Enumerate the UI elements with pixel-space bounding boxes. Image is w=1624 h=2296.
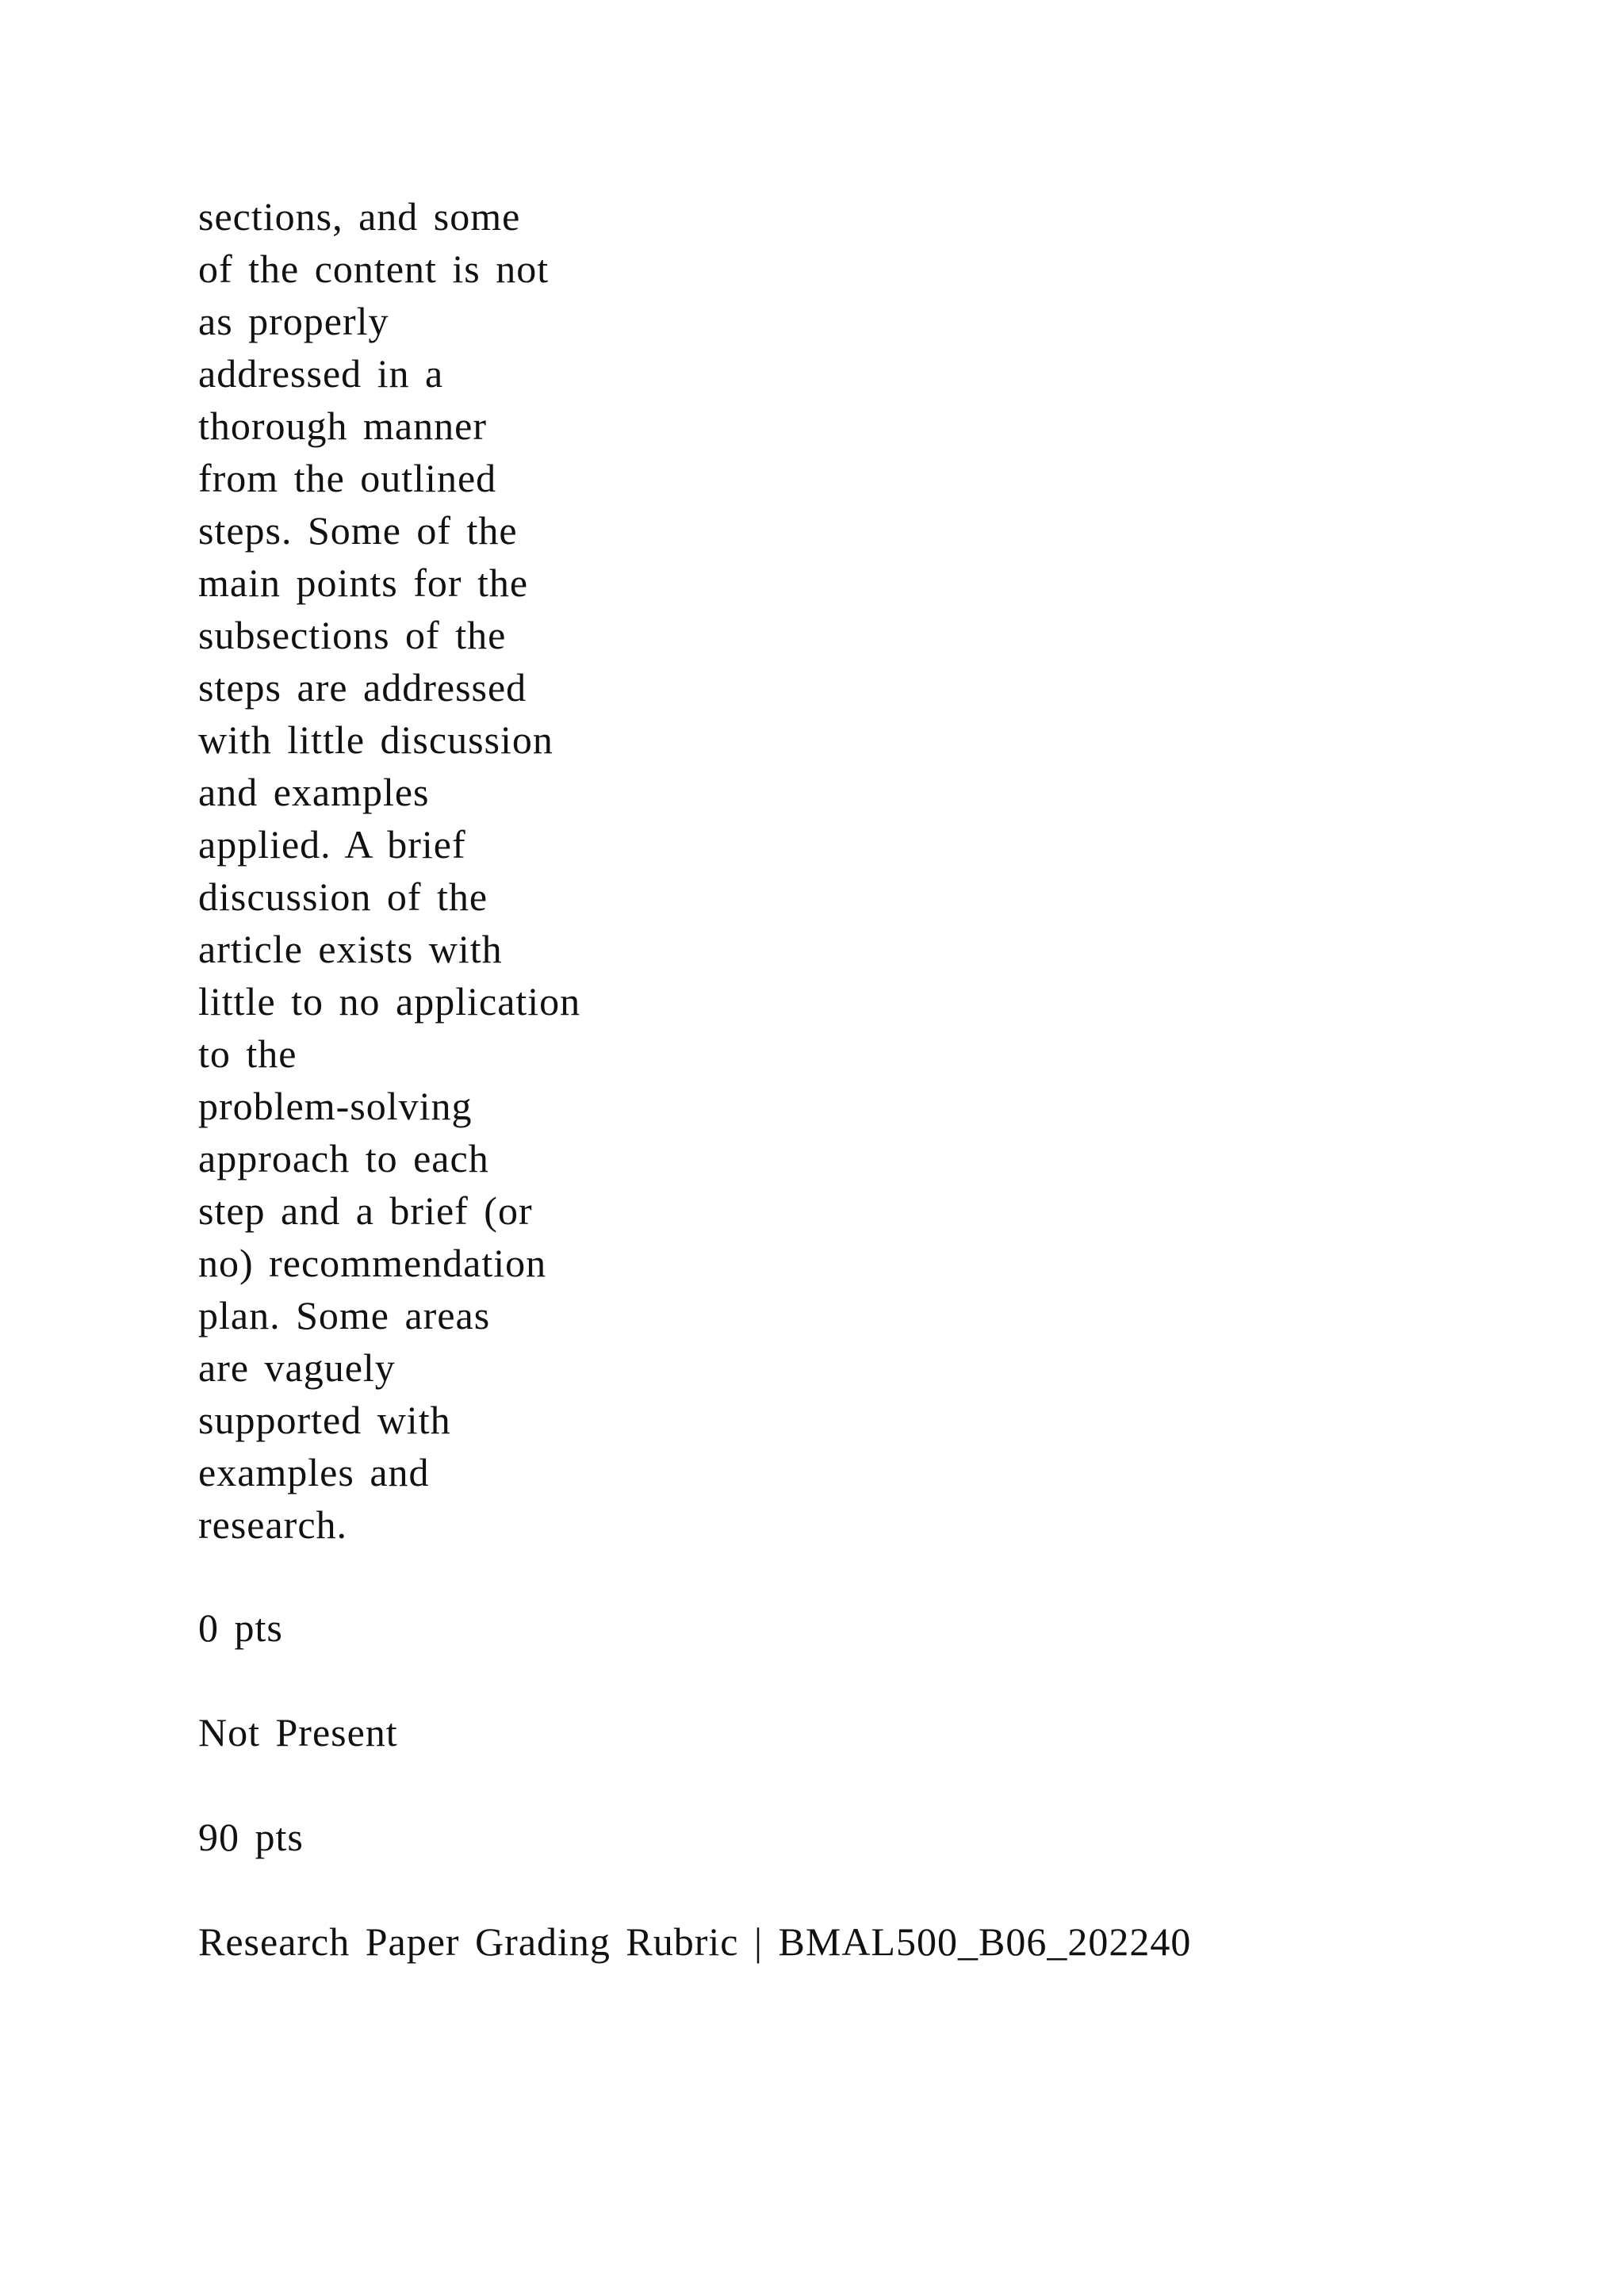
description-line: from the outlined — [198, 456, 497, 500]
rubric-description — [198, 190, 580, 1551]
description-line: examples and — [198, 1450, 430, 1494]
description-line: no) recommendation — [198, 1241, 547, 1285]
description-line: steps are addressed — [198, 665, 527, 710]
description-line: problem-solving — [198, 1084, 473, 1128]
description-line: main points for the — [198, 561, 529, 605]
description-line: and examples — [198, 770, 430, 814]
description-line: are vaguely — [198, 1345, 396, 1390]
description-line: as properly — [198, 299, 389, 343]
rubric-footer-title: Research Paper Grading Rubric | BMAL500_B06_202240 — [198, 1919, 1192, 1964]
description-line: thorough manner — [198, 404, 487, 448]
description-line: discussion of the — [198, 874, 488, 919]
description-line: of the content is not — [198, 247, 550, 291]
description-line: to the — [198, 1031, 297, 1076]
description-line: plan. Some areas — [198, 1293, 491, 1337]
description-line: step and a brief (or — [198, 1188, 533, 1233]
description-line: supported with — [198, 1398, 451, 1442]
description-line: addressed in a — [198, 351, 444, 396]
description-line: research. — [198, 1502, 348, 1547]
not-present-label: Not Present — [198, 1710, 398, 1755]
description-line: steps. Some of the — [198, 508, 518, 553]
zero-points-label: 0 pts — [198, 1605, 283, 1650]
description-line: little to no application — [198, 979, 581, 1024]
description-line: approach to each — [198, 1136, 489, 1181]
description-line: with little discussion — [198, 718, 553, 762]
description-line: sections, and some — [198, 194, 521, 239]
description-line: applied. A brief — [198, 822, 466, 867]
ninety-points-label: 90 pts — [198, 1815, 304, 1859]
description-line: subsections of the — [198, 613, 507, 657]
description-line: article exists with — [198, 927, 503, 971]
